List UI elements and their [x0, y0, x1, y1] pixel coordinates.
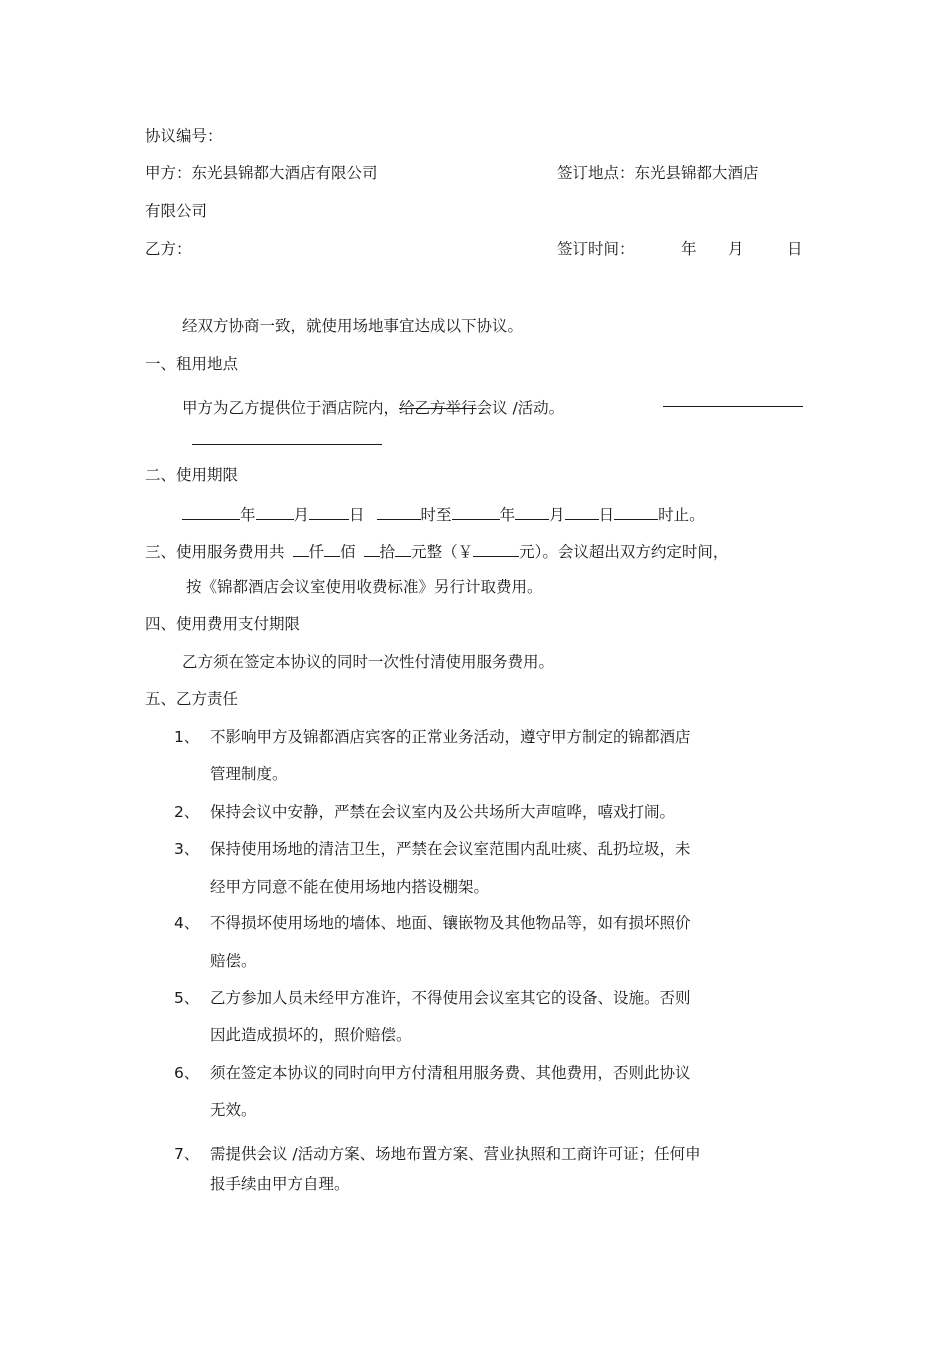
item-line2: 管理制度。	[210, 765, 288, 783]
section4-title: 四、使用费用支付期限	[145, 615, 301, 633]
fee-lead: 三、使用服务费用共	[145, 543, 285, 561]
period-hour-end: 时止。	[658, 506, 705, 524]
item-line1: 需提供会议 /活动方案、场地布置方案、营业执照和工商许可证；任何申	[210, 1145, 701, 1163]
sign-place-continued: 有限公司	[145, 202, 208, 220]
item-number: 6、	[174, 1064, 200, 1082]
blank-year-start	[182, 502, 240, 520]
item-line2: 因此造成损坏的，照价赔偿。	[210, 1026, 412, 1044]
period-hour-to: 时至	[420, 506, 452, 524]
blank-day-start	[309, 502, 349, 520]
blank-qian	[293, 539, 309, 557]
blank-yuan	[395, 539, 411, 557]
item-line1: 乙方参加人员未经甲方准许，不得使用会议室其它的设备、设施。否则	[210, 989, 691, 1007]
section4-text: 乙方须在签定本协议的同时一次性付清使用服务费用。	[182, 653, 555, 671]
item-line2: 无效。	[210, 1101, 257, 1119]
period-day: 日	[349, 506, 365, 524]
item-number: 3、	[174, 840, 200, 858]
blank-hour-start	[377, 502, 421, 520]
sign-time-day: 日	[787, 240, 803, 258]
item-line2: 报手续由甲方自理。	[210, 1175, 350, 1193]
item-line1: 须在签定本协议的同时向甲方付清租用服务费、其他费用，否则此协议	[210, 1064, 691, 1082]
section3-line1	[145, 539, 728, 562]
period-year: 年	[240, 506, 256, 524]
blank-day-end	[565, 502, 599, 520]
sign-time-year: 年	[681, 240, 697, 258]
period-day-end: 日	[598, 506, 615, 524]
blank-bai	[324, 539, 340, 557]
section2-title: 二、使用期限	[145, 466, 239, 484]
period-year-end: 年	[499, 506, 516, 524]
party-a: 甲方：东光县锦都大酒店有限公司	[145, 164, 378, 182]
blank-month-start	[256, 502, 294, 520]
fee-shi: 拾	[379, 543, 396, 561]
blank-month-end	[515, 502, 549, 520]
fee-yuan-close: 元）。会议超出双方约定时间，	[519, 543, 729, 561]
section1-text	[182, 398, 564, 418]
item-line1: 不影响甲方及锦都酒店宾客的正常业务活动，遵守甲方制定的锦都酒店	[210, 728, 691, 746]
section3-line2: 按《锦都酒店会议室使用收费标准》另行计取费用。	[186, 578, 543, 596]
section1-blank-line-1	[663, 406, 803, 407]
section1-blank-line-2	[192, 444, 382, 445]
section1-text-b: 会议 /活动。	[476, 399, 565, 417]
period-month: 月	[293, 506, 310, 524]
item-line1: 保持使用场地的清洁卫生，严禁在会议室范围内乱吐痰、乱扔垃圾，未	[210, 840, 691, 858]
item-number: 1、	[174, 728, 200, 746]
fee-qian: 仟	[308, 543, 325, 561]
sign-time-month: 月	[728, 240, 744, 258]
party-b: 乙方：	[145, 240, 192, 258]
fee-bai: 佰	[340, 543, 356, 561]
blank-year-end	[452, 502, 500, 520]
item-number: 5、	[174, 989, 200, 1007]
sign-time-label: 签订时间：	[557, 240, 635, 258]
sign-place: 签订地点：东光县锦都大酒店	[557, 164, 759, 182]
intro-text: 经双方协商一致，就使用场地事宜达成以下协议。	[182, 317, 524, 335]
blank-shi	[364, 539, 380, 557]
item-number: 4、	[174, 914, 200, 932]
section1-title: 一、租用地点	[145, 355, 239, 373]
blank-hour-end	[614, 502, 658, 520]
item-line2: 赔偿。	[210, 952, 257, 970]
item-number: 2、	[174, 803, 200, 821]
agreement-number-label: 协议编号：	[145, 127, 223, 145]
section1-text-strike: 给乙方举行	[399, 399, 477, 417]
item-number: 7、	[174, 1145, 200, 1163]
section1-text-a: 甲方为乙方提供位于酒店院内，	[182, 399, 400, 417]
section5-title: 五、乙方责任	[145, 690, 239, 708]
item-line1: 不得损坏使用场地的墙体、地面、镶嵌物及其他物品等，如有损坏照价	[210, 914, 691, 932]
period-month-end: 月	[549, 506, 565, 524]
item-line1: 保持会议中安静，严禁在会议室内及公共场所大声喧哗，嘻戏打闹。	[210, 803, 676, 821]
blank-amount	[473, 539, 519, 557]
fee-yuan-zheng: 元整（￥	[411, 543, 474, 561]
section2-period	[182, 502, 705, 525]
item-line2: 经甲方同意不能在使用场地内搭设棚架。	[210, 878, 490, 896]
